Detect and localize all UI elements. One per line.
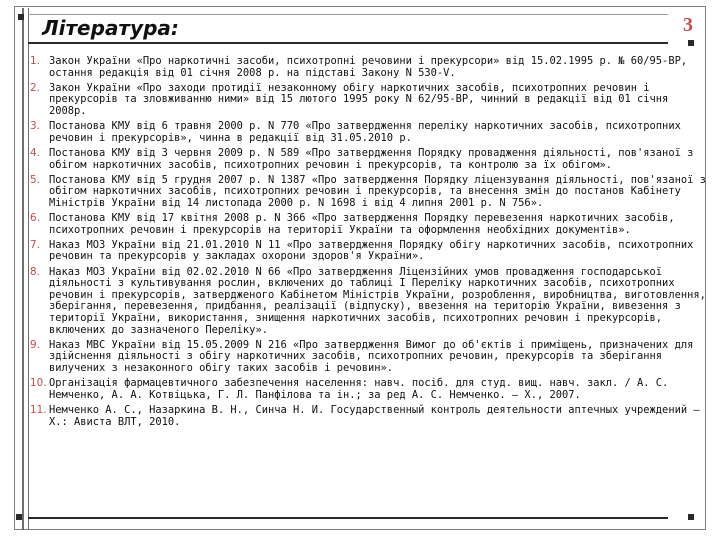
reference-number: 6.	[30, 212, 40, 225]
reference-text: Постанова КМУ від 17 квітня 2008 р. N 366 «Про затвердження Порядку перевезення наркотичних засобів, психотропних речовин і прекурсорів на території України та оформлення необхідних документів».	[49, 212, 675, 236]
reference-number: 2.	[30, 81, 40, 94]
reference-number: 3.	[30, 120, 40, 133]
reference-item	[30, 405, 706, 428]
title-underline	[28, 42, 668, 44]
slide-title: Література:	[42, 16, 179, 40]
reference-number: 5.	[30, 173, 40, 186]
reference-list	[30, 56, 706, 432]
reference-item	[30, 83, 706, 118]
reference-number: 7.	[30, 238, 40, 251]
reference-number: 11.	[30, 403, 47, 416]
corner-square-bottom-right	[688, 514, 694, 520]
reference-number: 1.	[30, 55, 40, 67]
reference-number: 4.	[30, 146, 40, 159]
reference-text: Немченко А. С., Назаркина В. Н., Синча Н. И. Государственный контроль деятельности аптечных учреждений – Х.: Ависта ВЛТ, 2010.	[49, 403, 700, 428]
reference-item	[30, 175, 706, 210]
reference-item	[30, 148, 706, 171]
reference-number: 10.	[30, 377, 47, 390]
reference-text: Наказ МВС України від 15.05.2009 N 216 «Про затвердження Вимог до об'єктів і приміщень, призначених для здійснення діяльності з обігу наркотичних засобів, психотропних речовин, прекурсорів та зберігання вилучених з незаконного обігу таких засобів і речовин».	[49, 338, 694, 374]
reference-text: Постанова КМУ від 6 травня 2000 р. N 770 «Про затвердження переліку наркотичних засобів, психотропних речовин і прекурсорів», чинна в редакції від 31.05.2010 р.	[49, 120, 681, 144]
top-rule	[28, 14, 668, 15]
reference-text: Наказ МОЗ України від 02.02.2010 N 66 «Про затвердження Ліцензійних умов провадження господарської діяльності з культивування рослин, включених до таблиці I Переліку наркотичних засобів, психотропних речовин і прекурсорів, затвердженого Кабінетом Міністрів України, розроблення, виробництва, виготовлення, зберігання, перевезення, придбання, реалізації (відпуску), ввезення на територію України, вивезення з території України, використання, знищення наркотичних засобів, психотропних речовин і прекурсорів, включених до зазначеного Переліку».	[49, 265, 706, 336]
reference-item	[30, 240, 706, 263]
left-inner-line	[28, 8, 29, 530]
reference-item	[30, 121, 706, 144]
reference-number: 8.	[30, 265, 40, 278]
reference-text: Постанова КМУ від 5 грудня 2007 р. N 1387 «Про затвердження Порядку ліцензування діяльності, пов'язаної з обігом наркотичних засобів, психотропних речовин і прекурсорів, та внесення змін до постанов Кабінету Міністрів України від 14 листопада 2000 р. N 1698 і від 4 липня 2001 р. N 756».	[49, 173, 706, 209]
reference-item	[30, 213, 706, 236]
corner-square-bottom-left	[16, 514, 22, 520]
reference-item	[30, 378, 706, 401]
page-number: 3	[683, 14, 693, 36]
reference-text: Закон України «Про заходи протидії незаконному обігу наркотичних засобів, психотропних речовин і прекурсорів та зловживанню ними» від 15 лютого 1995 року N 62/95-ВР, чинний в редакції від 01 січня 2008р.	[49, 81, 669, 117]
reference-text: Закон України «Про наркотичні засоби, психотропні речовини і прекурсори» від 15.02.1995 р. № 60/95-ВР, остання редакція від 01 січня 2008 р. на підставі Закону N 530-V.	[49, 55, 688, 79]
bottom-rule	[28, 517, 668, 519]
corner-square-top-left	[18, 14, 24, 20]
reference-item	[30, 267, 706, 337]
reference-item	[30, 340, 706, 375]
corner-square-top-right	[688, 40, 694, 46]
reference-text: Постанова КМУ від 3 червня 2009 р. N 589 «Про затвердження Порядку провадження діяльності, пов'язаної з обігом наркотичних засобів, психотропних речовин і прекурсорів, та контролю за їх обігом».	[49, 146, 694, 171]
left-border-line	[22, 8, 24, 530]
reference-item	[30, 56, 706, 79]
reference-number: 9.	[30, 338, 40, 351]
reference-text: Наказ МОЗ України від 21.01.2010 N 11 «Про затвердження Порядку обігу наркотичних засобів, психотропних речовин та прекурсорів у закладах охорони здоров'я України».	[49, 238, 694, 263]
reference-text: Організація фармацевтичного забезпечення населення: навч. посіб. для студ. вищ. навч. закл. / А. С. Немченко, А. А. Котвіцька, Г. Л. Панфілова та ін.; за ред А. С. Немченко. – Х., 2007.	[49, 377, 669, 401]
